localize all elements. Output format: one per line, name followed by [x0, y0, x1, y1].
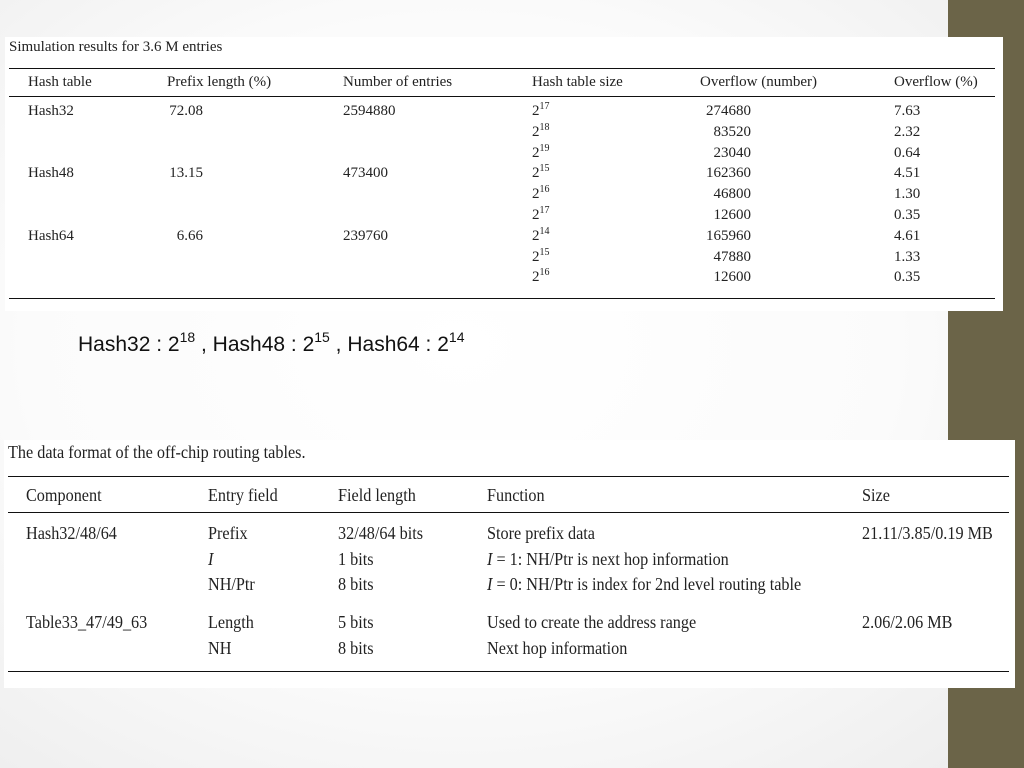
summary-exponent: 18	[179, 329, 196, 345]
table1-overflow-percent: 0.35	[894, 269, 921, 286]
table2-bottom-rule	[8, 671, 1009, 672]
table2-function	[487, 549, 729, 570]
table1-size-base: 2	[532, 186, 540, 203]
table2-entry-field: Prefix	[208, 523, 248, 543]
table2-function-text: Store prefix data	[487, 523, 595, 543]
table1-overflow-percent: 0.35	[894, 207, 921, 223]
table1-hash-table-size	[532, 246, 550, 266]
summary-base: 2	[437, 333, 449, 356]
table1-hash-table-size	[532, 165, 550, 182]
table1-prefix-length: 13.15	[169, 165, 203, 182]
table1-size-base: 2	[532, 227, 540, 244]
table1-top-rule	[9, 68, 995, 69]
table1-number-of-entries: 2594880	[343, 103, 396, 119]
table2-function-text: = 1: NH/Ptr is next hop information	[492, 548, 729, 569]
table2-component: Hash32/48/64	[26, 523, 117, 543]
table1-size-exponent: 15	[539, 163, 550, 175]
table1-overflow-number: 83520	[713, 123, 751, 140]
table2-size: 21.11/3.85/0.19 MB	[862, 523, 993, 543]
table1-hash-table-size	[532, 142, 550, 162]
optimal-size-summary	[78, 329, 465, 357]
table1-overflow-number: 47880	[713, 248, 751, 265]
table1-size-exponent: 16	[539, 267, 550, 279]
table1-size-exponent: 18	[539, 121, 550, 133]
summary-separator: ,	[195, 333, 213, 356]
simulation-results-table-panel	[5, 37, 1003, 311]
table1-size-base: 2	[532, 103, 540, 119]
table1-hash-table-size	[532, 207, 550, 224]
table1-hash-table-size	[532, 186, 550, 203]
table1-hash-name: Hash48	[28, 165, 74, 182]
table2-header-size: Size	[862, 485, 890, 505]
table2-field-length: 8 bits	[338, 637, 374, 658]
table2-header-rule	[8, 512, 1009, 513]
table1-header-rule	[9, 96, 995, 97]
table1-size-exponent: 16	[539, 184, 550, 196]
table2-function	[487, 638, 627, 659]
table1-header-overflow-percent: Overflow (%)	[894, 74, 978, 90]
table2-header-function: Function	[487, 485, 545, 505]
table2-function-text: = 0: NH/Ptr is index for 2nd level routing table	[492, 574, 802, 594]
table1-size-base: 2	[532, 248, 540, 265]
table2-header-component: Component	[26, 485, 102, 505]
table1-header-hash-table: Hash table	[28, 74, 92, 90]
table1-size-base: 2	[532, 123, 540, 140]
table1-overflow-number: 274680	[706, 103, 751, 119]
table1-prefix-length: 6.66	[176, 227, 203, 244]
table1-overflow-percent: 4.61	[894, 227, 921, 244]
table1-size-base: 2	[532, 144, 540, 161]
table1-overflow-number: 165960	[706, 227, 751, 244]
table1-hash-name: Hash64	[28, 227, 74, 244]
table1-overflow-number: 23040	[713, 144, 751, 161]
table1-bottom-rule	[9, 298, 995, 299]
table2-component: Table33_47/49_63	[26, 612, 148, 632]
summary-base: 2	[302, 333, 315, 356]
table1-overflow-percent: 0.64	[894, 144, 921, 161]
table1-size-exponent: 14	[539, 225, 550, 237]
table2-field-length: 32/48/64 bits	[338, 523, 424, 543]
table1-overflow-percent: 4.51	[894, 165, 921, 182]
table1-caption: Simulation results for 3.6 M entries	[9, 39, 223, 55]
table2-function-text: Used to create the address range	[487, 612, 697, 632]
table2-field-length: 8 bits	[338, 574, 374, 594]
table1-overflow-percent: 7.63	[894, 103, 921, 119]
table1-overflow-percent: 1.30	[894, 186, 921, 203]
table1-hash-table-size	[532, 121, 550, 141]
table1-hash-table-size	[532, 269, 550, 286]
summary-label: Hash32 :	[78, 333, 168, 356]
table1-prefix-length: 72.08	[169, 103, 203, 119]
table2-function	[487, 574, 801, 595]
table1-size-base: 2	[532, 207, 540, 223]
summary-label: Hash64 :	[347, 333, 438, 356]
table2-function	[487, 612, 696, 633]
table2-entry-field: NH/Ptr	[208, 574, 255, 594]
routing-table-format-panel	[4, 440, 1015, 688]
table1-size-base: 2	[532, 165, 540, 182]
table2-caption: The data format of the off-chip routing tables.	[8, 442, 306, 462]
table1-header-hash-table-size: Hash table size	[532, 74, 623, 90]
table2-field-length: 1 bits	[338, 548, 374, 569]
table2-header-entry-field: Entry field	[208, 485, 278, 505]
table1-overflow-percent: 1.33	[894, 248, 921, 265]
table1-overflow-number: 162360	[706, 165, 751, 182]
table1-number-of-entries: 239760	[343, 227, 388, 244]
table2-field-length: 5 bits	[338, 612, 374, 632]
summary-label: Hash48 :	[212, 333, 303, 356]
summary-exponent: 15	[314, 329, 330, 345]
table1-size-exponent: 17	[539, 205, 550, 216]
table1-size-base: 2	[532, 269, 540, 286]
table2-entry-field: Length	[208, 612, 254, 632]
table2-entry-field: NH	[208, 637, 232, 658]
table2-header-field-length: Field length	[338, 485, 416, 505]
table1-overflow-number: 46800	[713, 186, 751, 203]
table1-number-of-entries: 473400	[343, 165, 388, 182]
summary-separator: ,	[329, 333, 348, 356]
table2-function	[487, 523, 595, 544]
table2-size: 2.06/2.06 MB	[862, 612, 953, 632]
table1-hash-name: Hash32	[28, 103, 74, 119]
table2-top-rule	[8, 476, 1009, 477]
table1-overflow-number: 12600	[713, 269, 751, 286]
table1-overflow-number: 12600	[713, 207, 751, 223]
table1-size-exponent: 17	[539, 101, 550, 112]
table2-function-variable: I	[487, 574, 493, 594]
summary-base: 2	[167, 333, 180, 356]
table1-header-overflow-number: Overflow (number)	[700, 74, 818, 90]
table1-hash-table-size	[532, 103, 550, 120]
table2-entry-field: I	[208, 548, 214, 569]
table1-header-prefix-length: Prefix length (%)	[167, 74, 272, 90]
table1-header-number-of-entries: Number of entries	[343, 74, 453, 90]
table1-overflow-percent: 2.32	[894, 123, 921, 140]
table2-function-variable: I	[487, 548, 493, 569]
table1-size-exponent: 19	[539, 142, 550, 154]
summary-exponent: 14	[448, 329, 465, 345]
table2-function-text: Next hop information	[487, 637, 628, 658]
table1-hash-table-size	[532, 225, 550, 245]
table1-size-exponent: 15	[539, 246, 550, 258]
